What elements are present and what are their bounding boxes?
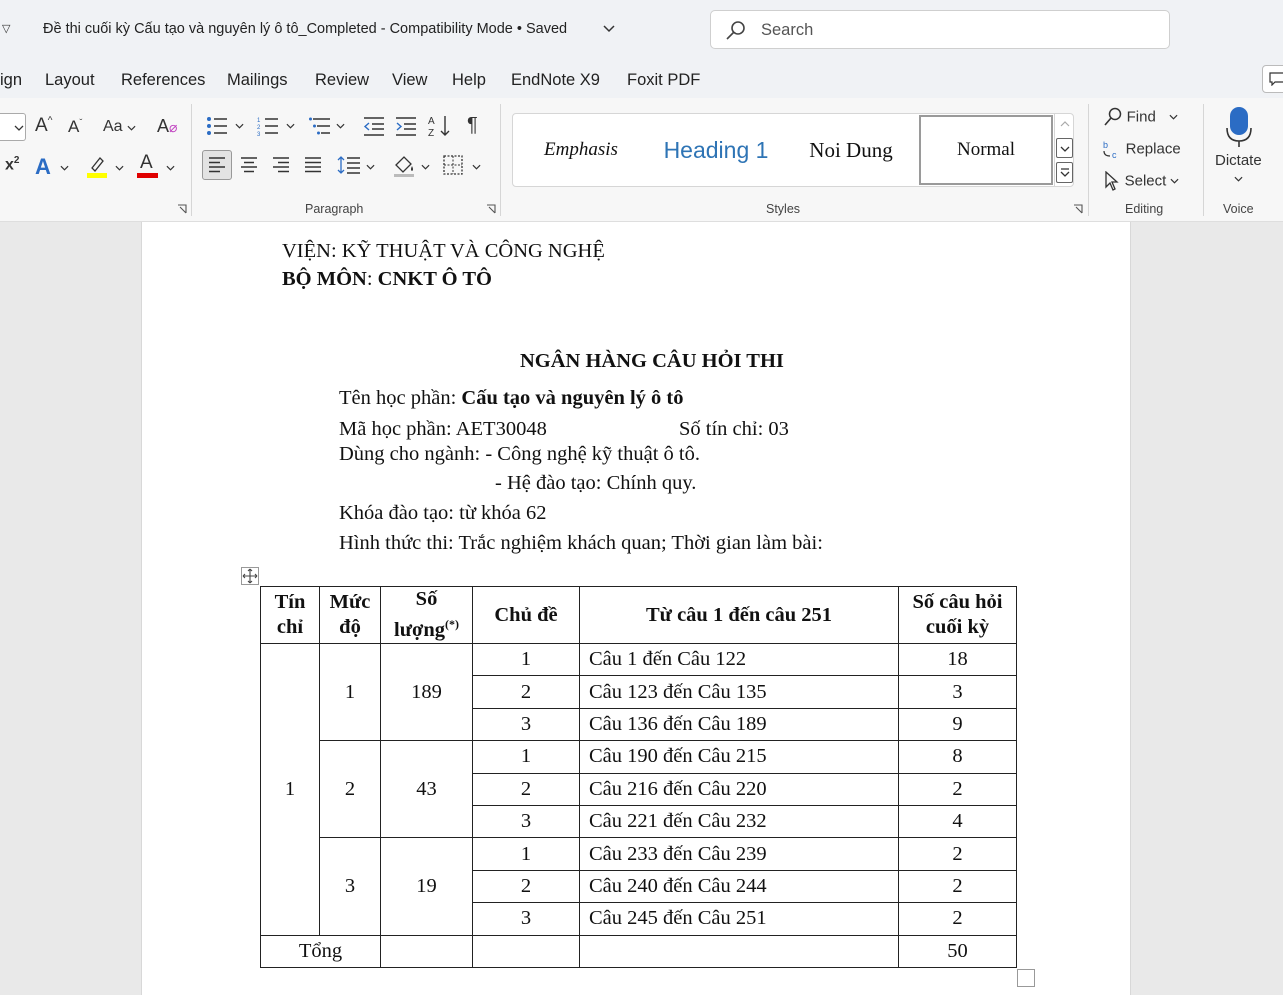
svg-text:c: c — [1112, 150, 1117, 159]
replace-icon — [1102, 139, 1122, 159]
show-formatting-marks-icon[interactable]: ¶ — [467, 114, 478, 136]
style-emphasis[interactable] — [513, 114, 649, 186]
line-spacing-chevron-icon[interactable] — [366, 164, 375, 170]
header-so-luong-sup: (*) — [445, 617, 459, 632]
cohort-line: Khóa đào tạo: từ khóa 62 — [339, 502, 547, 524]
question-count-cell[interactable]: 9 — [899, 708, 1017, 740]
topic-number-cell[interactable]: 1 — [473, 644, 580, 676]
style-noi-dung[interactable] — [783, 114, 919, 186]
more-styles-icon — [1060, 168, 1070, 177]
question-range-cell[interactable]: Câu 216 đến Câu 220 — [580, 773, 899, 805]
total-label-cell[interactable]: Tổng — [261, 935, 381, 967]
styles-more-button[interactable] — [1056, 162, 1073, 183]
credits: Số tín chỉ: 03 — [679, 418, 789, 440]
svg-text:2: 2 — [257, 125, 261, 131]
search-icon — [725, 20, 747, 40]
font-size-dropdown[interactable] — [0, 113, 26, 141]
sort-icon[interactable] — [428, 114, 452, 138]
question-range-cell[interactable]: Câu 240 đến Câu 244 — [580, 870, 899, 902]
topic-number-cell[interactable]: 1 — [473, 838, 580, 870]
training-system-line: - Hệ đào tạo: Chính quy. — [495, 472, 697, 494]
font-color-icon[interactable]: A — [140, 152, 153, 173]
total-empty-cell[interactable] — [580, 935, 899, 967]
highlight-chevron-icon[interactable] — [115, 165, 124, 171]
svg-text:Z: Z — [428, 128, 435, 138]
course-name-label: Tên học phần: — [339, 387, 462, 409]
course-name-value: Cấu tạo và nguyên lý ô tô — [461, 387, 684, 409]
style-emphasis-label: Emphasis — [544, 139, 618, 160]
group-separator — [191, 104, 192, 216]
align-left-icon — [208, 157, 226, 173]
title-chevron-down-icon[interactable] — [603, 22, 615, 36]
group-separator — [1203, 104, 1204, 216]
tab-references[interactable]: References — [121, 71, 206, 89]
move-arrows-icon — [242, 568, 258, 584]
bullets-chevron-icon[interactable] — [235, 123, 244, 129]
question-count-cell[interactable]: 4 — [899, 805, 1017, 837]
tin-chi-cell[interactable]: 1 — [261, 644, 320, 936]
question-range-cell[interactable]: Câu 1 đến Câu 122 — [580, 644, 899, 676]
style-heading-1-label: Heading 1 — [663, 136, 769, 163]
paragraph-dialog-launcher-icon[interactable] — [486, 204, 496, 214]
table-header-row — [261, 587, 1017, 644]
line-spacing-icon[interactable] — [337, 155, 361, 175]
align-left-button[interactable] — [202, 150, 232, 180]
svg-text:b: b — [1103, 140, 1109, 150]
font-dialog-launcher-icon[interactable] — [177, 204, 187, 214]
question-range-cell[interactable]: Câu 136 đến Câu 189 — [580, 708, 899, 740]
find-icon — [1103, 107, 1123, 127]
tab-foxit-pdf[interactable]: Foxit PDF — [627, 71, 701, 89]
question-range-cell[interactable]: Câu 233 đến Câu 239 — [580, 838, 899, 870]
table-move-handle[interactable] — [241, 567, 259, 585]
question-count-cell[interactable]: 2 — [899, 903, 1017, 935]
topic-number-cell[interactable]: 1 — [473, 741, 580, 773]
svg-text:1: 1 — [257, 118, 261, 124]
header-so-cau-l2: cuối kỳ — [925, 616, 990, 638]
header-muc-do-l1: Mức — [329, 591, 371, 613]
table-row — [261, 741, 1017, 773]
department-value: CNKT Ô TÔ — [372, 268, 492, 290]
question-count-cell[interactable]: 18 — [899, 644, 1017, 676]
question-count-cell[interactable]: 2 — [899, 838, 1017, 870]
document-title[interactable]: Đề thi cuối kỳ Cấu tạo và nguyên lý ô tô_Completed - Compatibility Mode • Saved — [43, 21, 568, 37]
increase-indent-icon[interactable] — [395, 116, 417, 136]
styles-scroll — [1054, 114, 1074, 186]
comment-icon — [1269, 72, 1283, 86]
style-normal[interactable] — [919, 115, 1053, 185]
header-range[interactable]: Từ câu 1 đến câu 251 — [580, 587, 899, 644]
microphone-icon — [1225, 106, 1253, 148]
table-resize-handle[interactable] — [1017, 969, 1035, 987]
styles-scroll-down-button[interactable] — [1056, 138, 1073, 158]
table-row — [261, 838, 1017, 870]
total-empty-cell[interactable] — [473, 935, 580, 967]
multilevel-chevron-icon[interactable] — [336, 123, 345, 129]
tab-view[interactable]: View — [392, 71, 428, 89]
style-heading-1[interactable] — [649, 114, 783, 186]
count-cell[interactable]: 43 — [381, 741, 473, 838]
group-separator — [1088, 104, 1089, 216]
numbering-icon[interactable] — [257, 116, 279, 136]
tab-layout[interactable]: Layout — [45, 71, 95, 89]
align-right-icon[interactable] — [272, 157, 290, 173]
question-bank-table[interactable] — [260, 586, 1017, 968]
shading-icon[interactable] — [393, 153, 417, 177]
font-color-chevron-icon[interactable] — [166, 165, 175, 171]
tab-design[interactable]: ign — [0, 71, 23, 89]
group-separator — [500, 104, 501, 216]
superscript-icon[interactable]: $x^2$ — [5, 155, 20, 174]
styles-dialog-launcher-icon[interactable] — [1073, 204, 1083, 214]
question-count-cell[interactable]: 2 — [899, 773, 1017, 805]
level-cell[interactable]: 2 — [320, 741, 381, 838]
department-label: BỘ MÔN — [282, 268, 367, 290]
align-center-icon[interactable] — [240, 157, 258, 173]
styles-group-label: Styles — [766, 202, 801, 216]
styles-scroll-up-icon[interactable] — [1060, 121, 1070, 127]
multilevel-list-icon[interactable] — [309, 116, 331, 136]
total-row — [261, 935, 1017, 967]
topic-number-cell[interactable]: 3 — [473, 805, 580, 837]
header-so-cau-l1: Số câu hỏi — [912, 591, 1003, 613]
svg-text:3: 3 — [257, 132, 261, 136]
editing-group-label: Editing — [1125, 202, 1164, 216]
search-input[interactable] — [761, 17, 1141, 43]
decrease-indent-icon[interactable] — [363, 116, 385, 136]
total-empty-cell[interactable] — [381, 935, 473, 967]
comments-button[interactable] — [1262, 65, 1283, 93]
select-label: Select — [1124, 172, 1167, 190]
shading-chevron-icon[interactable] — [421, 164, 430, 170]
text-effects-icon[interactable]: A — [35, 154, 51, 179]
exam-format-line: Hình thức thi: Trắc nghiệm khách quan; Thời gian làm bài: — [339, 532, 823, 554]
select-cursor-icon — [1103, 171, 1121, 191]
title-bar — [0, 0, 1283, 62]
table-row — [261, 644, 1017, 676]
department-colon: : — [366, 268, 373, 290]
grow-font-icon[interactable]: A^ — [35, 115, 53, 136]
paragraph-group-label: Paragraph — [305, 202, 364, 216]
institute-line: VIỆN: KỸ THUẬT VÀ CÔNG NGHỆ — [282, 240, 605, 262]
bullets-icon[interactable] — [206, 116, 228, 136]
tab-endnote[interactable]: EndNote X9 — [511, 71, 600, 89]
question-range-cell[interactable]: Câu 190 đến Câu 215 — [580, 741, 899, 773]
dictate-button[interactable] — [1210, 106, 1268, 190]
topic-number-cell[interactable]: 3 — [473, 903, 580, 935]
font-color-swatch — [137, 173, 158, 178]
tab-mailings[interactable]: Mailings — [227, 71, 288, 89]
topic-number-cell[interactable]: 3 — [473, 708, 580, 740]
justify-icon[interactable] — [304, 157, 322, 173]
voice-group-label: Voice — [1223, 202, 1254, 216]
style-noi-dung-label: Noi Dung — [809, 137, 893, 162]
question-count-cell[interactable]: 3 — [899, 676, 1017, 708]
header-muc-do[interactable] — [320, 587, 381, 644]
borders-icon[interactable] — [443, 155, 463, 175]
header-tin-chi-l1: Tín — [274, 591, 306, 613]
text-effects-chevron-icon[interactable] — [60, 165, 69, 171]
course-code: Mã học phần: AET30048 — [339, 418, 547, 440]
header-chu-de[interactable]: Chủ đề — [473, 587, 580, 644]
level-cell[interactable]: 3 — [320, 838, 381, 935]
select-button[interactable] — [1103, 171, 1179, 193]
header-so-luong-l1: Số — [415, 588, 438, 611]
doc-heading: NGÂN HÀNG CÂU HỎI THI — [520, 350, 784, 372]
level-cell[interactable]: 1 — [320, 644, 381, 741]
header-so-cau[interactable] — [899, 587, 1017, 644]
count-cell[interactable]: 19 — [381, 838, 473, 935]
change-case-label: Aa — [103, 118, 123, 135]
style-normal-label: Normal — [956, 139, 1016, 160]
question-range-cell[interactable]: Câu 123 đến Câu 135 — [580, 676, 899, 708]
replace-button[interactable] — [1102, 139, 1181, 161]
tab-help[interactable]: Help — [452, 71, 486, 89]
question-range-cell[interactable]: Câu 245 đến Câu 251 — [580, 903, 899, 935]
change-case-button[interactable] — [103, 118, 136, 136]
styles-gallery — [512, 113, 1074, 187]
topic-number-cell[interactable]: 2 — [473, 676, 580, 708]
question-range-cell[interactable]: Câu 221 đến Câu 232 — [580, 805, 899, 837]
header-muc-do-l2: độ — [339, 616, 361, 638]
search-box[interactable] — [710, 10, 1170, 49]
topic-number-cell[interactable]: 2 — [473, 870, 580, 902]
header-tin-chi-l2: chỉ — [276, 616, 304, 638]
major-line: Dùng cho ngành: - Công nghệ kỹ thuật ô tô. — [339, 443, 700, 465]
count-cell[interactable]: 189 — [381, 644, 473, 741]
course-name-line — [339, 387, 684, 410]
topic-number-cell[interactable]: 2 — [473, 773, 580, 805]
question-count-cell[interactable]: 8 — [899, 741, 1017, 773]
select-chevron-icon — [1170, 178, 1179, 184]
dictate-label: Dictate — [1215, 152, 1262, 169]
find-button[interactable] — [1103, 107, 1178, 129]
clear-formatting-icon[interactable]: A⌀ — [157, 116, 178, 136]
ribbon-tabs — [0, 62, 1283, 98]
find-chevron-icon — [1169, 114, 1178, 120]
question-count-cell[interactable]: 2 — [899, 870, 1017, 902]
header-tin-chi[interactable] — [261, 587, 320, 644]
quick-access-chevron-icon[interactable]: ▽ — [2, 23, 11, 35]
total-value-cell[interactable]: 50 — [899, 935, 1017, 967]
highlight-icon[interactable] — [86, 154, 108, 178]
svg-text:A: A — [428, 116, 435, 127]
header-so-luong[interactable] — [381, 587, 473, 644]
header-so-luong-l2: lượng — [394, 618, 445, 641]
replace-label: Replace — [1125, 140, 1181, 158]
numbering-chevron-icon[interactable] — [286, 123, 295, 129]
tab-review[interactable]: Review — [315, 71, 370, 89]
home-ribbon — [0, 98, 1283, 222]
department-line — [282, 268, 492, 291]
borders-chevron-icon[interactable] — [472, 164, 481, 170]
dictate-chevron-icon — [1234, 176, 1243, 182]
find-label: Find — [1126, 108, 1156, 126]
shrink-font-icon[interactable]: $A^ˇ$ — [68, 117, 83, 136]
chevron-down-icon — [1060, 146, 1070, 152]
